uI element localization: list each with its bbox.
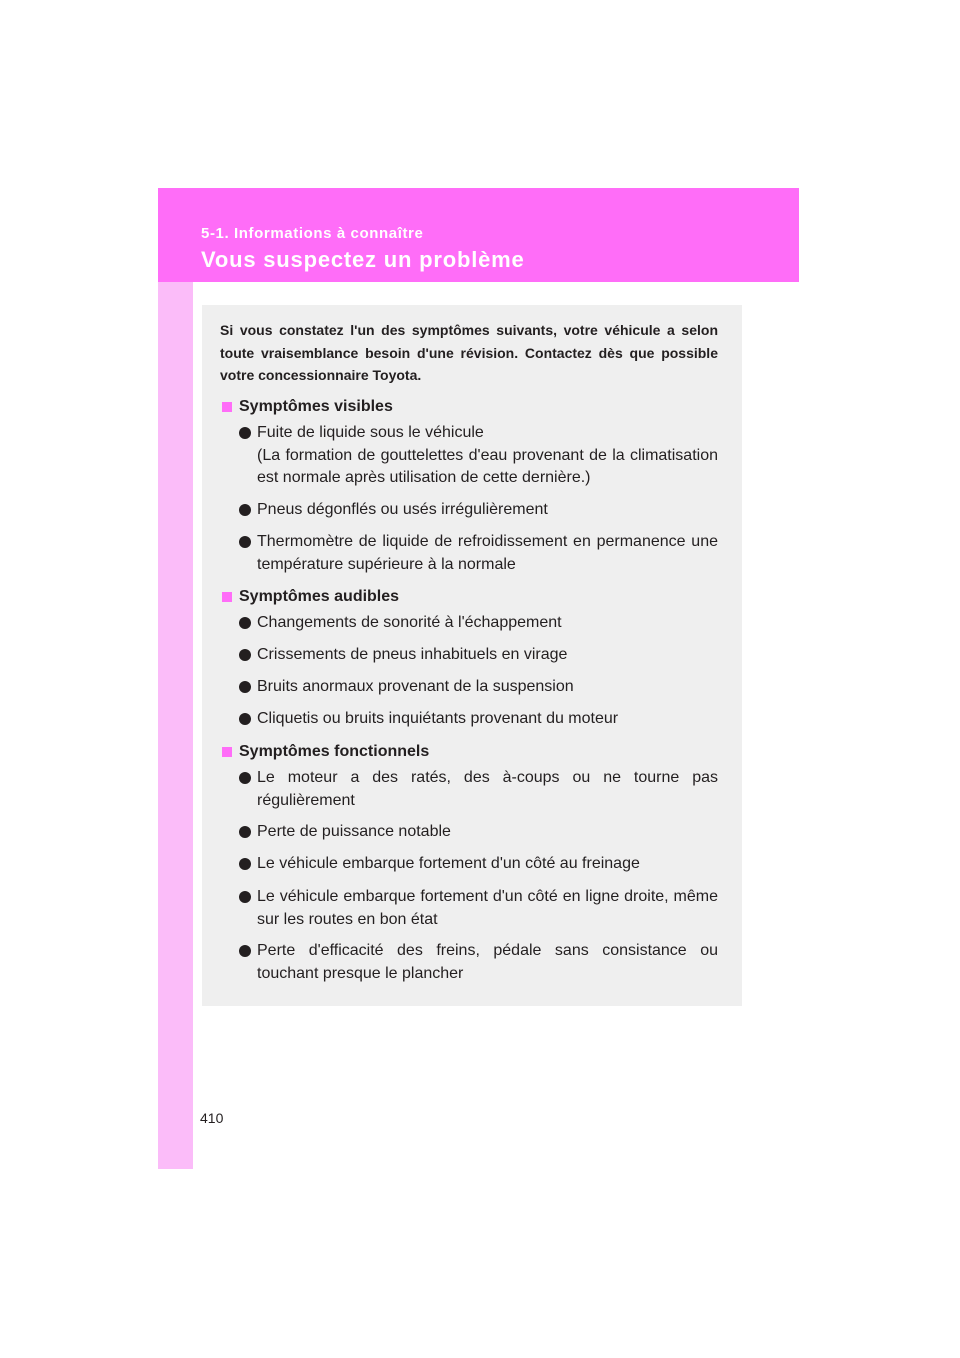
bullet-icon — [239, 427, 251, 439]
square-bullet-icon — [222, 402, 232, 412]
bullet-icon — [239, 945, 251, 957]
bullet-icon — [239, 713, 251, 725]
category-audible-symptoms — [222, 587, 399, 607]
bullet-icon — [239, 504, 251, 516]
list-item: Le moteur a des ratés, des à-coups ou ne tourne pas régulièrement — [239, 767, 718, 812]
bullet-icon — [239, 649, 251, 661]
list-item: Le véhicule embarque fortement d'un côté en ligne droite, même sur les routes en bon état — [239, 886, 718, 931]
bullet-icon — [239, 681, 251, 693]
category-visible-symptoms — [222, 397, 393, 417]
list-item: Perte de puissance notable — [239, 821, 718, 844]
bullet-icon — [239, 891, 251, 903]
bullet-icon — [239, 858, 251, 870]
square-bullet-icon — [222, 592, 232, 602]
bullet-icon — [239, 617, 251, 629]
list-item: Changements de sonorité à l'échappement — [239, 612, 718, 635]
bullet-icon — [239, 536, 251, 548]
page-title: Vous suspectez un problème — [201, 247, 525, 272]
side-tab-strip — [158, 282, 193, 1169]
list-item: Pneus dégonflés ou usés irrégulièrement — [239, 499, 718, 522]
list-item: Perte d'efficacité des freins, pédale sans consistance ou touchant presque le plancher — [239, 940, 718, 985]
section-header — [158, 188, 799, 282]
list-item: Crissements de pneus inhabituels en virage — [239, 644, 718, 667]
content-panel — [202, 305, 742, 1006]
page-number: 410 — [200, 1110, 224, 1126]
list-item: Le véhicule embarque fortement d'un côté au freinage — [239, 853, 718, 876]
category-title: Symptômes fonctionnels — [239, 743, 430, 760]
bullet-icon — [239, 772, 251, 784]
list-item: Bruits anormaux provenant de la suspension — [239, 676, 718, 699]
square-bullet-icon — [222, 747, 232, 757]
category-title: Symptômes audibles — [239, 588, 400, 605]
list-item: Fuite de liquide sous le véhicule (La formation de gouttelettes d'eau provenant de la climatisation est normale après utilisation de cette dernière.) — [239, 422, 718, 490]
section-label: 5-1. Informations à connaître — [201, 225, 424, 242]
category-functional-symptoms — [222, 742, 429, 762]
category-title: Symptômes visibles — [239, 398, 393, 415]
intro-paragraph: Si vous constatez l'un des symptômes suivants, votre véhicule a selon toute vraisemblance besoin d'une révision. Contactez dès que possible votre concessionnaire Toyota. — [220, 322, 718, 383]
list-item: Cliquetis ou bruits inquiétants provenant du moteur — [239, 708, 718, 731]
bullet-icon — [239, 826, 251, 838]
list-item: Thermomètre de liquide de refroidissement en permanence une température supérieure à la normale — [239, 531, 718, 576]
